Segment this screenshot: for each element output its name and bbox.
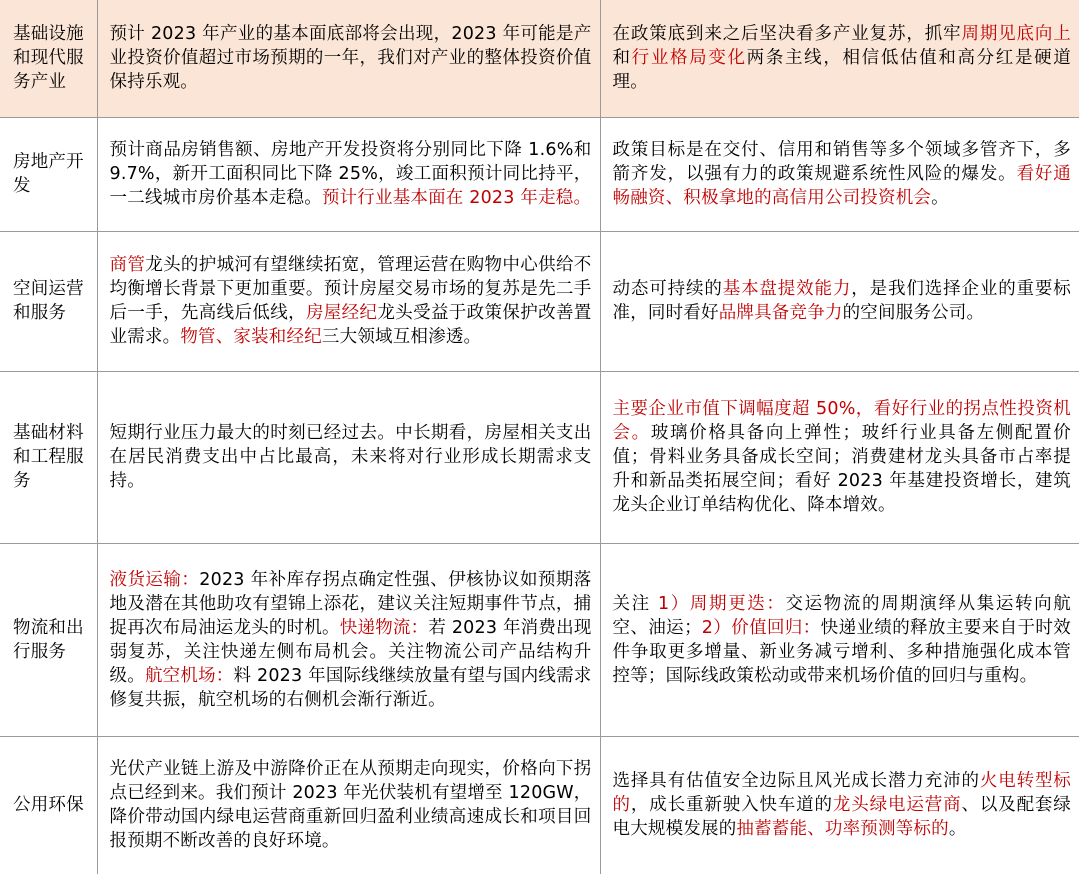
highlighted-text: 龙头绿电运营商 [832,795,962,816]
strategy-cell [600,543,1079,736]
sector-cell: 基础设施和现代服务产业 [0,0,97,117]
body-text: 光伏产业链上游及中游降价正在从预期走向现实，价格向下拐点已经到来。我们预计 2023 年光伏装机有望增至 120GW，降价带动国内绿电运营商重新回归盈利业绩高速成长和项目回报预期不断改善的良好环境。 [109,759,592,852]
highlighted-text: 看好通畅融资、积极拿地的高信用公司投资机会 [612,164,1071,208]
body-text: 料 2023 年国际线继续放量有望与国内线需求修复共振，航空机场的右侧机会渐行渐近。 [109,665,592,710]
highlighted-text: 1）周期更迭： [657,593,786,614]
highlighted-text: 商管 [109,255,146,275]
strategy-cell [600,736,1079,874]
outlook-cell [97,0,600,117]
sector-cell: 空间运营和服务 [0,231,97,371]
body-text: 龙头受益于政策保护改善置业需求。 [109,303,592,347]
outlook-cell [97,117,600,231]
sector-cell: 房地产开发 [0,117,97,231]
highlighted-text: 品牌具备竞争力 [718,303,843,323]
highlighted-text: 2）价值回归： [701,617,821,638]
sector-cell: 物流和出行服务 [0,543,97,736]
table-row-space-services [0,231,1079,371]
body-text: 、以及配套绿电大规模发展的 [612,795,1071,840]
body-text: 。 [931,188,949,208]
body-text: 三大领域互相渗透。 [321,327,482,347]
body-text: ，成长重新驶入快车道的 [630,795,833,816]
body-text: 交运物流的周期演绎从集运转向航空、油运； [612,593,1071,638]
body-text: 选择具有估值安全边际且风光成长潜力充沛的 [612,771,980,792]
body-text: 预计 2023 年产业的基本面底部将会出现，2023 年可能是产业投资价值超过市场预期的一年，我们对产业的整体投资价值保持乐观。 [109,24,592,93]
body-text: 政策目标是在交付、信用和销售等多个领域多管齐下，多箭齐发，以强有力的政策规避系统性风险的爆发。 [612,140,1071,184]
highlighted-text: 周期见底向上 [961,24,1071,45]
highlighted-text: 火电转型标的 [612,771,1072,816]
outlook-cell [97,371,600,543]
outlook-cell [97,231,600,371]
body-text: 龙头的护城河有望继续拓宽，管理运营在购物中心供给不均衡增长背景下更加重要。预计房屋交易市场的复苏是先二手后一手，先高线后低线， [109,255,592,323]
body-text: 2023 年补库存拐点确定性强、伊核协议如预期落地及潜在其他助攻有望锦上添花，建议关注短期事件节点，捕捉再次布局油运龙头的时机。 [109,569,592,638]
body-text: 和 [612,48,632,69]
table-row-real-estate [0,117,1079,231]
highlighted-text: 基本盘提效能力 [722,279,852,299]
highlighted-text: 行业格局变化 [631,48,747,69]
body-text: 的空间服务公司。 [842,303,985,323]
table-row-logistics [0,543,1079,736]
highlighted-text: 抽蓄蓄能、功率预测等标的 [736,819,949,840]
sector-cell: 基础材料和工程服务 [0,371,97,543]
strategy-cell [600,0,1079,117]
sector-cell: 公用环保 [0,736,97,874]
highlighted-text: 房屋经纪 [305,303,378,323]
outlook-cell [97,543,600,736]
highlighted-text: 快递物流： [339,617,429,638]
body-text: 快递业绩的释放主要来自于时效件争取更多增量、新业务减亏增利、多种措施强化成本管控等；国际线政策松动或带来机场价值的回归与重构。 [612,617,1071,686]
body-text: 短期行业压力最大的时刻已经过去。中长期看，房屋相关支出在居民消费支出中占比最高，未来将对行业形成长期需求支持。 [109,423,592,491]
body-text: 。 [948,819,967,840]
highlighted-text: 主要企业市值下调幅度超 50%，看好行业的拐点性投资机会。 [612,399,1071,443]
strategy-cell [600,231,1079,371]
outlook-cell [97,736,600,874]
highlighted-text: 物管、家装和经纪 [180,327,322,347]
body-text: 动态可持续的 [612,279,723,299]
body-text: 两条主线，相信低估值和高分红是硬道理。 [612,48,1072,93]
body-text: 玻璃价格具备向上弹性；玻纤行业具备左侧配置价值；骨料业务具备成长空间；消费建材龙头具备市占率提升和新品类拓展空间；看好 2023 年基建投资增长，建筑龙头企业订单结构优化、降本增效。 [612,423,1072,515]
highlighted-text: 预计行业基本面在 2023 年走稳。 [321,188,592,208]
body-text: 若 2023 年消费出现弱复苏，关注快递左侧布局机会。关注物流公司产品结构升级。 [109,617,592,686]
body-text: 关注 [612,593,658,614]
table-row-materials [0,371,1079,543]
strategy-cell [600,117,1079,231]
table-row-utilities [0,736,1079,874]
table-row-infrastructure [0,0,1079,117]
highlighted-text: 液货运输： [109,569,200,590]
strategy-cell [600,371,1079,543]
body-text: 预计商品房销售额、房地产开发投资将分别同比下降 1.6%和 9.7%，新开工面积同比下降 25%，竣工面积预计同比持平，一二线城市房价基本走稳。 [109,140,592,208]
highlighted-text: 航空机场： [144,665,234,686]
body-text: ，是我们选择企业的重要标准，同时看好 [612,279,1071,323]
body-text: 在政策底到来之后坚决看多产业复苏，抓牢 [612,24,962,45]
